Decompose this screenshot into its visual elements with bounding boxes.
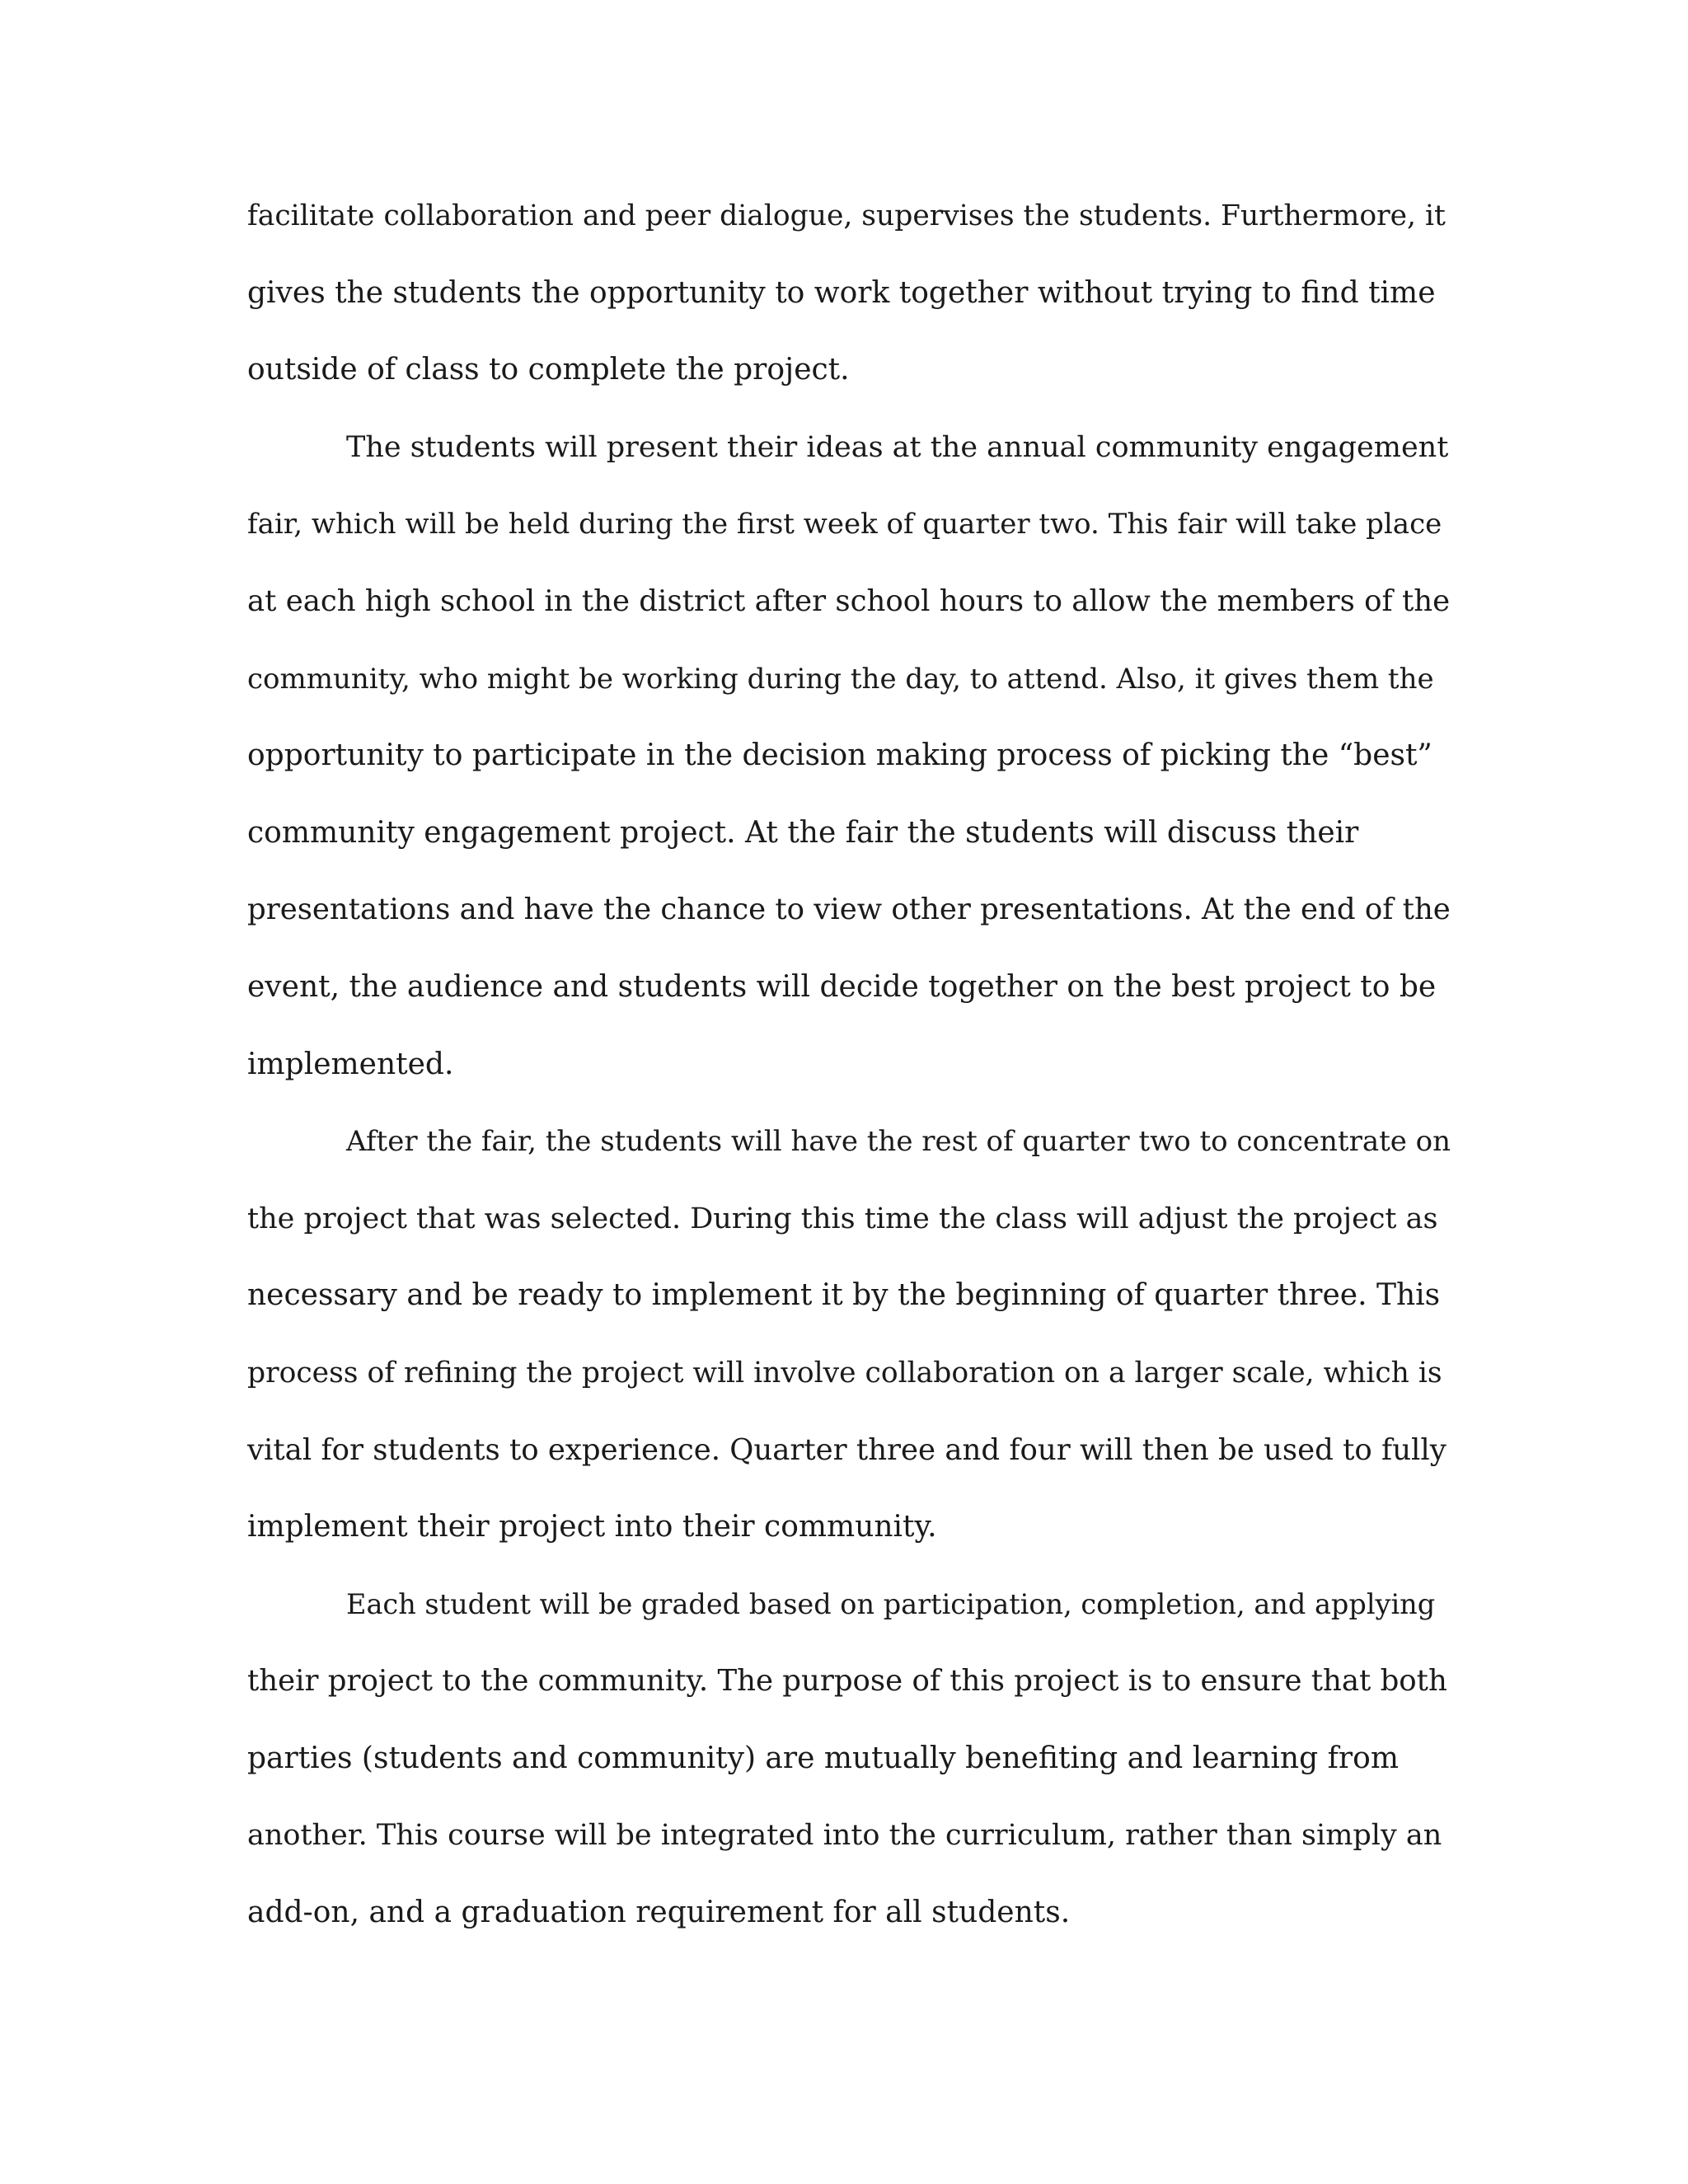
text-line: vital for students to experience. Quarter three and four will then be used to fully bbox=[247, 1432, 1447, 1467]
text-line: the project that was selected. During this time the class will adjust the project as bbox=[247, 1202, 1438, 1235]
paragraph-3 bbox=[247, 1117, 1451, 1580]
text-line: fair, which will be held during the first week of quarter two. This fair will take place bbox=[247, 508, 1442, 541]
text-line: add-on, and a graduation requirement for all students. bbox=[247, 1896, 1071, 1930]
text-line: gives the students the opportunity to work together without trying to find time bbox=[247, 275, 1436, 310]
text-line: process of refining the project will involve collaboration on a larger scale, which is bbox=[247, 1356, 1442, 1390]
text-line: their project to the community. The purpose of this project is to ensure that both bbox=[247, 1664, 1447, 1699]
text-line: facilitate collaboration and peer dialogue, supervises the students. Furthermore, it bbox=[247, 199, 1446, 232]
text-line: implemented. bbox=[247, 1047, 454, 1081]
text-line: presentations and have the chance to view other presentations. At the end of the bbox=[247, 893, 1451, 927]
text-line: another. This course will be integrated into the curriculum, rather than simply an bbox=[247, 1819, 1442, 1853]
text-line: event, the audience and students will decide together on the best project to be bbox=[247, 969, 1437, 1004]
text-line: necessary and be ready to implement it by the beginning of quarter three. This bbox=[247, 1278, 1441, 1313]
text-line: The students will present their ideas at the annual community engagement bbox=[346, 430, 1449, 464]
text-line: community, who might be working during the day, to attend. Also, it gives them the bbox=[247, 662, 1434, 696]
text-line: After the fair, the students will have the rest of quarter two to concentrate on bbox=[346, 1125, 1451, 1159]
text-line: at each high school in the district after school hours to allow the members of the bbox=[247, 583, 1451, 618]
text-line: community engagement project. At the fair the students will discuss their bbox=[247, 815, 1359, 850]
text-line: outside of class to complete the project. bbox=[247, 353, 850, 387]
text-line: opportunity to participate in the decision making process of picking the “best” bbox=[247, 738, 1432, 773]
paragraph-2 bbox=[247, 423, 1451, 1117]
text-line: implement their project into their community. bbox=[247, 1510, 937, 1544]
paragraph-4 bbox=[247, 1580, 1451, 1966]
paragraph-1 bbox=[247, 191, 1451, 423]
document-body bbox=[247, 191, 1451, 1966]
text-line: Each student will be graded based on participation, completion, and applying bbox=[346, 1587, 1436, 1620]
text-line: parties (students and community) are mutually benefiting and learning from bbox=[247, 1741, 1399, 1775]
